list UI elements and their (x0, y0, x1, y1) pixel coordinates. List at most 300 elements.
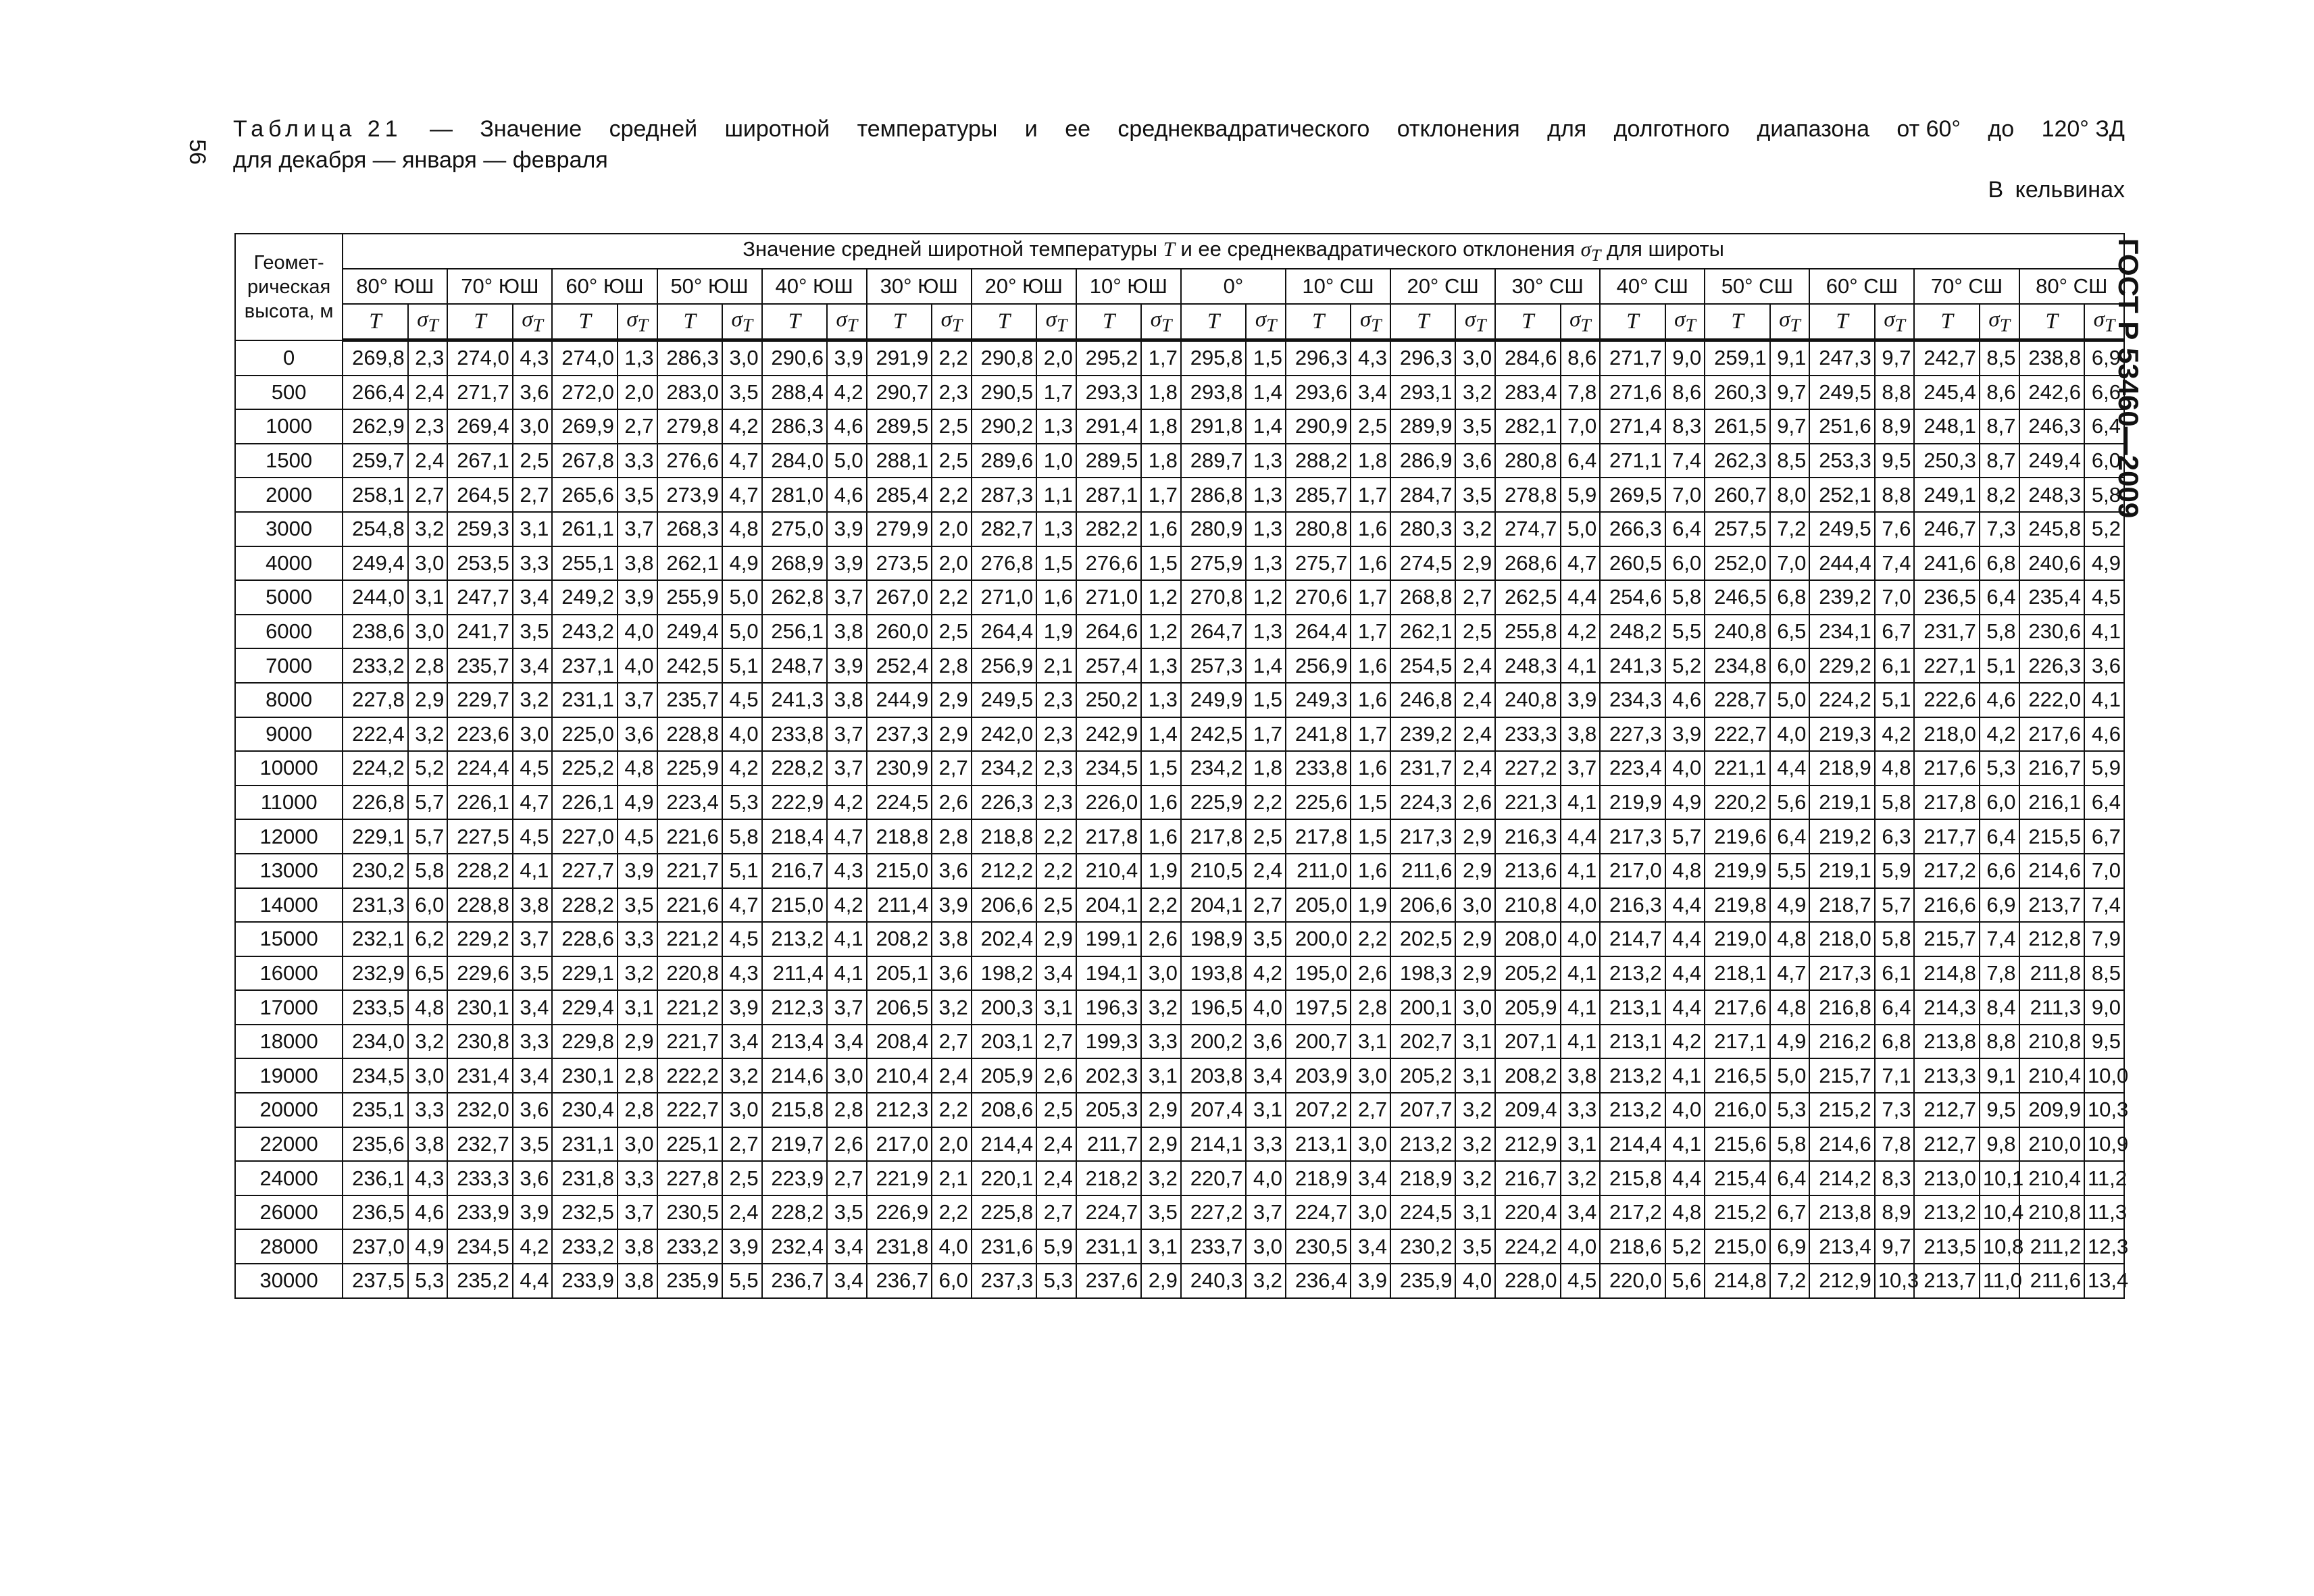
sigma-cell: 4,1 (1665, 1058, 1705, 1093)
sigma-cell: 5,8 (408, 854, 448, 888)
sigma-cell: 5,0 (1770, 683, 1810, 717)
temperature-cell: 218,9 (1809, 751, 1874, 786)
temperature-cell: 288,2 (1286, 444, 1351, 478)
sigma-cell: 3,0 (1246, 1229, 1286, 1264)
temperature-cell: 252,4 (867, 648, 932, 683)
temperature-cell: 200,7 (1286, 1025, 1351, 1059)
sigma-cell: 5,0 (827, 444, 867, 478)
table-row (235, 786, 2124, 820)
sigma-cell: 2,2 (1246, 786, 1286, 820)
sigma-cell: 1,3 (1246, 478, 1286, 512)
temperature-cell: 212,2 (972, 854, 1036, 888)
temperature-cell: 228,6 (552, 922, 617, 956)
sigma-cell: 9,5 (1980, 1093, 2019, 1127)
sigma-cell: 8,9 (1875, 1195, 1915, 1230)
sigma-cell: 3,9 (827, 340, 867, 376)
sigma-cell: 3,6 (932, 854, 972, 888)
sigma-cell: 3,1 (618, 990, 657, 1025)
temperature-cell: 217,3 (1600, 819, 1665, 854)
sigma-cell: 3,0 (618, 1127, 657, 1162)
sigma-cell: 4,6 (1665, 683, 1705, 717)
sigma-cell: 10,4 (1980, 1195, 2019, 1230)
temperature-cell: 232,1 (343, 922, 407, 956)
sigma-cell: 1,3 (1246, 512, 1286, 546)
latitude-header: 0° (1181, 269, 1286, 304)
sigma-cell: 2,8 (408, 648, 448, 683)
temperature-cell: 271,0 (1076, 580, 1141, 615)
temperature-cell: 216,7 (762, 854, 827, 888)
sub-header-temperature: T (867, 304, 932, 340)
sigma-cell: 3,4 (513, 990, 553, 1025)
sigma-cell: 2,3 (1036, 683, 1076, 717)
sub-header-temperature: T (1495, 304, 1560, 340)
sigma-cell: 4,9 (408, 1229, 448, 1264)
temperature-cell: 227,0 (552, 819, 617, 854)
temperature-cell: 210,4 (2019, 1161, 2084, 1195)
sigma-cell: 3,0 (1351, 1195, 1390, 1230)
sigma-cell: 3,7 (827, 990, 867, 1025)
temperature-cell: 232,4 (762, 1229, 827, 1264)
sigma-cell: 2,8 (827, 1093, 867, 1127)
temperature-cell: 235,2 (447, 1264, 512, 1298)
temperature-cell: 227,3 (1600, 717, 1665, 752)
sigma-cell: 1,6 (1141, 786, 1181, 820)
sigma-cell: 8,8 (1875, 478, 1915, 512)
temperature-cell: 207,2 (1286, 1093, 1351, 1127)
temperature-cell: 239,2 (1390, 717, 1455, 752)
temperature-cell: 245,4 (1914, 376, 1979, 410)
sigma-cell: 3,3 (513, 1025, 553, 1059)
temperature-cell: 262,5 (1495, 580, 1560, 615)
temperature-cell: 222,2 (657, 1058, 722, 1093)
height-cell: 500 (235, 376, 343, 410)
temperature-cell: 295,2 (1076, 340, 1141, 376)
temperature-cell: 275,7 (1286, 546, 1351, 581)
sigma-cell: 3,3 (1141, 1025, 1181, 1059)
sigma-cell: 1,0 (1036, 444, 1076, 478)
temperature-cell: 200,3 (972, 990, 1036, 1025)
temperature-cell: 219,9 (1705, 854, 1769, 888)
temperature-cell: 228,7 (1705, 683, 1769, 717)
height-cell: 30000 (235, 1264, 343, 1298)
temperature-cell: 262,1 (1390, 615, 1455, 649)
temperature-cell: 205,2 (1390, 1058, 1455, 1093)
temperature-cell: 233,2 (343, 648, 407, 683)
temperature-cell: 234,5 (447, 1229, 512, 1264)
sigma-cell: 6,4 (1770, 1161, 1810, 1195)
sigma-cell: 1,8 (1141, 444, 1181, 478)
temperature-cell: 228,2 (447, 854, 512, 888)
temperature-cell: 215,8 (762, 1093, 827, 1127)
sigma-cell: 4,6 (2084, 717, 2124, 752)
sigma-cell: 1,6 (1351, 751, 1390, 786)
temperature-cell: 237,3 (972, 1264, 1036, 1298)
sigma-cell: 4,5 (722, 683, 762, 717)
height-cell: 10000 (235, 751, 343, 786)
sigma-cell: 4,1 (1561, 1025, 1601, 1059)
caption-word: для (1547, 116, 1587, 142)
temperature-cell: 220,1 (972, 1161, 1036, 1195)
temperature-cell: 257,3 (1181, 648, 1246, 683)
temperature-cell: 244,9 (867, 683, 932, 717)
sigma-cell: 4,9 (1770, 888, 1810, 923)
temperature-cell: 233,8 (1286, 751, 1351, 786)
caption-word: температуры (857, 116, 998, 142)
sigma-cell: 1,3 (1036, 409, 1076, 444)
latitude-header: 30° ЮШ (867, 269, 972, 304)
temperature-cell: 215,5 (2019, 819, 2084, 854)
temperature-cell: 213,2 (1914, 1195, 1979, 1230)
sigma-cell: 3,6 (1455, 444, 1495, 478)
temperature-cell: 246,8 (1390, 683, 1455, 717)
temperature-cell: 271,7 (447, 376, 512, 410)
temperature-cell: 248,1 (1914, 409, 1979, 444)
sigma-cell: 5,8 (1875, 922, 1915, 956)
temperature-cell: 287,1 (1076, 478, 1141, 512)
temperature-cell: 275,0 (762, 512, 827, 546)
temperature-cell: 203,9 (1286, 1058, 1351, 1093)
sigma-cell: 2,7 (513, 478, 553, 512)
sigma-cell: 6,1 (1875, 956, 1915, 991)
sigma-cell: 2,2 (932, 1093, 972, 1127)
sigma-cell: 2,6 (1455, 786, 1495, 820)
sigma-cell: 3,8 (408, 1127, 448, 1162)
temperature-cell: 290,6 (762, 340, 827, 376)
temperature-cell: 196,5 (1181, 990, 1246, 1025)
sigma-cell: 3,3 (408, 1093, 448, 1127)
temperature-cell: 291,4 (1076, 409, 1141, 444)
temperature-cell: 214,6 (2019, 854, 2084, 888)
temperature-cell: 228,8 (657, 717, 722, 752)
temperature-cell: 200,2 (1181, 1025, 1246, 1059)
temperature-cell: 225,8 (972, 1195, 1036, 1230)
temperature-cell: 288,4 (762, 376, 827, 410)
sigma-cell: 2,6 (827, 1127, 867, 1162)
temperature-cell: 221,7 (657, 854, 722, 888)
sigma-cell: 5,9 (1561, 478, 1601, 512)
temperature-cell: 254,6 (1600, 580, 1665, 615)
sub-header-temperature: T (1809, 304, 1874, 340)
sigma-cell: 2,3 (1036, 751, 1076, 786)
sigma-cell: 3,5 (618, 888, 657, 923)
height-cell: 15000 (235, 922, 343, 956)
temperature-cell: 270,8 (1181, 580, 1246, 615)
sigma-cell: 11,3 (2084, 1195, 2124, 1230)
sigma-cell: 4,2 (827, 888, 867, 923)
sigma-cell: 3,9 (1351, 1264, 1390, 1298)
temperature-cell: 215,6 (1705, 1127, 1769, 1162)
sigma-cell: 5,3 (722, 786, 762, 820)
sigma-cell: 4,8 (1665, 854, 1705, 888)
height-cell: 20000 (235, 1093, 343, 1127)
temperature-cell: 254,5 (1390, 648, 1455, 683)
sigma-cell: 1,7 (1351, 615, 1390, 649)
temperature-cell: 216,7 (2019, 751, 2084, 786)
temperature-cell: 271,4 (1600, 409, 1665, 444)
temperature-cell: 253,5 (447, 546, 512, 581)
temperature-cell: 219,8 (1705, 888, 1769, 923)
sigma-cell: 3,1 (1455, 1195, 1495, 1230)
temperature-cell: 218,1 (1705, 956, 1769, 991)
sigma-cell: 5,9 (2084, 751, 2124, 786)
sigma-cell: 4,5 (2084, 580, 2124, 615)
temperature-cell: 214,3 (1914, 990, 1979, 1025)
sigma-cell: 2,5 (722, 1161, 762, 1195)
temperature-cell: 233,2 (657, 1229, 722, 1264)
temperature-cell: 229,1 (552, 956, 617, 991)
sigma-cell: 3,4 (1351, 376, 1390, 410)
height-cell: 1000 (235, 409, 343, 444)
temperature-cell: 225,9 (1181, 786, 1246, 820)
sigma-cell: 5,1 (1980, 648, 2019, 683)
latitude-header: 70° СШ (1914, 269, 2019, 304)
sigma-cell: 4,0 (618, 648, 657, 683)
temperature-cell: 253,3 (1809, 444, 1874, 478)
sigma-cell: 3,4 (722, 1025, 762, 1059)
temperature-cell: 266,3 (1600, 512, 1665, 546)
temperature-cell: 214,4 (972, 1127, 1036, 1162)
sigma-cell: 2,9 (1455, 854, 1495, 888)
temperature-cell: 216,5 (1705, 1058, 1769, 1093)
temperature-cell: 210,8 (1495, 888, 1560, 923)
table-row (235, 717, 2124, 752)
temperature-cell: 209,9 (2019, 1093, 2084, 1127)
sigma-cell: 3,2 (722, 1058, 762, 1093)
temperature-cell: 214,4 (1600, 1127, 1665, 1162)
temperature-cell: 213,8 (1914, 1025, 1979, 1059)
sigma-cell: 8,2 (1980, 478, 2019, 512)
sub-header-sigma: $\sigma_T$ (932, 304, 972, 340)
sigma-cell: 3,2 (1455, 376, 1495, 410)
sigma-cell: 2,8 (932, 648, 972, 683)
temperature-cell: 212,3 (762, 990, 827, 1025)
temperature-cell: 221,3 (1495, 786, 1560, 820)
temperature-cell: 267,1 (447, 444, 512, 478)
sigma-cell: 6,4 (2084, 409, 2124, 444)
temperature-cell: 217,8 (1181, 819, 1246, 854)
sigma-cell: 8,0 (1770, 478, 1810, 512)
sigma-cell: 5,6 (1665, 1264, 1705, 1298)
temperature-cell: 199,3 (1076, 1025, 1141, 1059)
sigma-cell: 3,0 (513, 409, 553, 444)
temperature-cell: 213,7 (1914, 1264, 1979, 1298)
sigma-cell: 4,2 (1875, 717, 1915, 752)
sigma-cell: 4,2 (827, 786, 867, 820)
sigma-cell: 5,8 (1980, 615, 2019, 649)
temperature-cell: 285,7 (1286, 478, 1351, 512)
temperature-cell: 237,1 (552, 648, 617, 683)
sigma-cell: 11,2 (2084, 1161, 2124, 1195)
sigma-cell: 3,9 (722, 1229, 762, 1264)
latitude-header-row (235, 269, 2124, 304)
temperature-cell: 220,4 (1495, 1195, 1560, 1230)
sigma-cell: 3,9 (827, 648, 867, 683)
sigma-cell: 4,5 (618, 819, 657, 854)
latitude-header: 50° ЮШ (657, 269, 762, 304)
caption-word: — (429, 116, 453, 142)
sigma-cell: 4,1 (1561, 854, 1601, 888)
temperature-cell: 202,4 (972, 922, 1036, 956)
temperature-cell: 211,6 (1390, 854, 1455, 888)
sigma-cell: 7,0 (1875, 580, 1915, 615)
sigma-cell: 2,4 (1455, 648, 1495, 683)
sigma-cell: 3,5 (1141, 1195, 1181, 1230)
sigma-cell: 5,9 (1875, 854, 1915, 888)
sigma-cell: 6,5 (408, 956, 448, 991)
sigma-cell: 3,2 (1455, 1093, 1495, 1127)
sub-header-sigma: $\sigma_T$ (1455, 304, 1495, 340)
sigma-cell: 10,1 (1980, 1161, 2019, 1195)
temperature-cell: 233,3 (447, 1161, 512, 1195)
sigma-cell: 3,5 (513, 615, 553, 649)
temperature-cell: 234,0 (343, 1025, 407, 1059)
temperature-cell: 290,2 (972, 409, 1036, 444)
sigma-cell: 3,0 (513, 717, 553, 752)
sigma-cell: 5,3 (1980, 751, 2019, 786)
sigma-cell: 1,6 (1036, 580, 1076, 615)
temperature-cell: 220,2 (1705, 786, 1769, 820)
sigma-cell: 7,4 (1875, 546, 1915, 581)
temperature-cell: 234,3 (1600, 683, 1665, 717)
latitude-header: 60° ЮШ (552, 269, 657, 304)
sigma-cell: 4,7 (513, 786, 553, 820)
temperature-cell: 273,9 (657, 478, 722, 512)
table-row (235, 1058, 2124, 1093)
table-row (235, 376, 2124, 410)
temperature-cell: 219,1 (1809, 854, 1874, 888)
sigma-cell: 4,0 (618, 615, 657, 649)
sigma-cell: 1,5 (1351, 819, 1390, 854)
temperature-cell: 280,9 (1181, 512, 1246, 546)
sigma-cell: 5,7 (1875, 888, 1915, 923)
sigma-cell: 10,8 (1980, 1229, 2019, 1264)
temperature-cell: 288,1 (867, 444, 932, 478)
table-row (235, 546, 2124, 581)
sigma-cell: 2,7 (1036, 1025, 1076, 1059)
sigma-cell: 9,7 (1770, 376, 1810, 410)
temperature-cell: 226,1 (447, 786, 512, 820)
temperature-cell: 242,0 (972, 717, 1036, 752)
temperature-cell: 235,9 (1390, 1264, 1455, 1298)
sigma-cell: 3,4 (827, 1025, 867, 1059)
temperature-cell: 262,8 (762, 580, 827, 615)
caption-word: и (1024, 116, 1038, 142)
sigma-cell: 3,1 (1141, 1058, 1181, 1093)
sigma-cell: 2,9 (932, 683, 972, 717)
temperature-cell: 258,1 (343, 478, 407, 512)
temperature-cell: 217,2 (1914, 854, 1979, 888)
sigma-cell: 2,3 (932, 376, 972, 410)
temperature-cell: 222,7 (657, 1093, 722, 1127)
temperature-cell: 206,5 (867, 990, 932, 1025)
sigma-cell: 2,7 (618, 409, 657, 444)
temperature-cell: 234,8 (1705, 648, 1769, 683)
sigma-cell: 7,4 (2084, 888, 2124, 923)
temperature-cell: 268,9 (762, 546, 827, 581)
sigma-cell: 3,7 (827, 717, 867, 752)
temperature-cell: 218,9 (1390, 1161, 1455, 1195)
sigma-cell: 6,9 (1980, 888, 2019, 923)
temperature-cell: 238,8 (2019, 340, 2084, 376)
temperature-cell: 228,8 (447, 888, 512, 923)
sigma-cell: 5,5 (722, 1264, 762, 1298)
sigma-cell: 3,4 (513, 648, 553, 683)
sigma-cell: 3,8 (1561, 717, 1601, 752)
temperature-cell: 246,3 (2019, 409, 2084, 444)
sigma-cell: 7,9 (2084, 922, 2124, 956)
sigma-cell: 3,2 (1455, 1127, 1495, 1162)
table-row (235, 922, 2124, 956)
table-caption (233, 113, 2125, 176)
caption-word: диапазона (1757, 116, 1869, 142)
sigma-cell: 4,7 (722, 888, 762, 923)
sigma-cell: 6,7 (1770, 1195, 1810, 1230)
sigma-cell: 2,9 (1141, 1127, 1181, 1162)
temperature-cell: 221,1 (1705, 751, 1769, 786)
sigma-cell: 4,5 (1561, 1264, 1601, 1298)
sigma-cell: 2,2 (1351, 922, 1390, 956)
temperature-cell: 289,7 (1181, 444, 1246, 478)
temperature-cell: 224,3 (1390, 786, 1455, 820)
temperature-cell: 210,8 (2019, 1195, 2084, 1230)
sigma-cell: 5,1 (1875, 683, 1915, 717)
temperature-cell: 248,3 (1495, 648, 1560, 683)
sigma-cell: 3,7 (513, 922, 553, 956)
sigma-cell: 4,2 (1246, 956, 1286, 991)
sigma-cell: 6,4 (1665, 512, 1705, 546)
sigma-cell: 3,9 (827, 512, 867, 546)
sigma-cell: 7,2 (1770, 1264, 1810, 1298)
sigma-cell: 7,3 (1875, 1093, 1915, 1127)
temperature-cell: 286,3 (762, 409, 827, 444)
temperature-cell: 249,4 (657, 615, 722, 649)
sigma-cell: 2,0 (1036, 340, 1076, 376)
sigma-cell: 4,1 (827, 956, 867, 991)
sigma-cell: 2,5 (513, 444, 553, 478)
temperature-cell: 293,1 (1390, 376, 1455, 410)
sigma-cell: 8,8 (1875, 376, 1915, 410)
sub-header-temperature: T (762, 304, 827, 340)
sigma-cell: 2,9 (932, 717, 972, 752)
sigma-cell: 1,5 (1141, 751, 1181, 786)
temperature-cell: 237,3 (867, 717, 932, 752)
sigma-cell: 1,4 (1246, 409, 1286, 444)
temperature-cell: 259,3 (447, 512, 512, 546)
temperature-cell: 213,3 (1914, 1058, 1979, 1093)
sigma-cell: 2,8 (1351, 990, 1390, 1025)
temperature-cell: 217,0 (1600, 854, 1665, 888)
latitude-header: 20° СШ (1390, 269, 1495, 304)
temperature-cell: 290,7 (867, 376, 932, 410)
sigma-cell: 3,0 (722, 1093, 762, 1127)
sigma-cell: 3,2 (513, 683, 553, 717)
sub-header-temperature: T (552, 304, 617, 340)
sigma-cell: 6,2 (408, 922, 448, 956)
height-cell: 1500 (235, 444, 343, 478)
temperature-cell: 223,9 (762, 1161, 827, 1195)
temperature-cell: 296,3 (1286, 340, 1351, 376)
sigma-cell: 1,4 (1141, 717, 1181, 752)
sigma-cell: 4,0 (1246, 990, 1286, 1025)
sigma-cell: 4,8 (1665, 1195, 1705, 1230)
temperature-cell: 214,2 (1809, 1161, 1874, 1195)
temperature-cell: 232,7 (447, 1127, 512, 1162)
temperature-cell: 261,5 (1705, 409, 1769, 444)
temperature-cell: 244,0 (343, 580, 407, 615)
temperature-cell: 222,7 (1705, 717, 1769, 752)
sigma-cell: 3,0 (408, 546, 448, 581)
temperature-cell: 233,3 (1495, 717, 1560, 752)
